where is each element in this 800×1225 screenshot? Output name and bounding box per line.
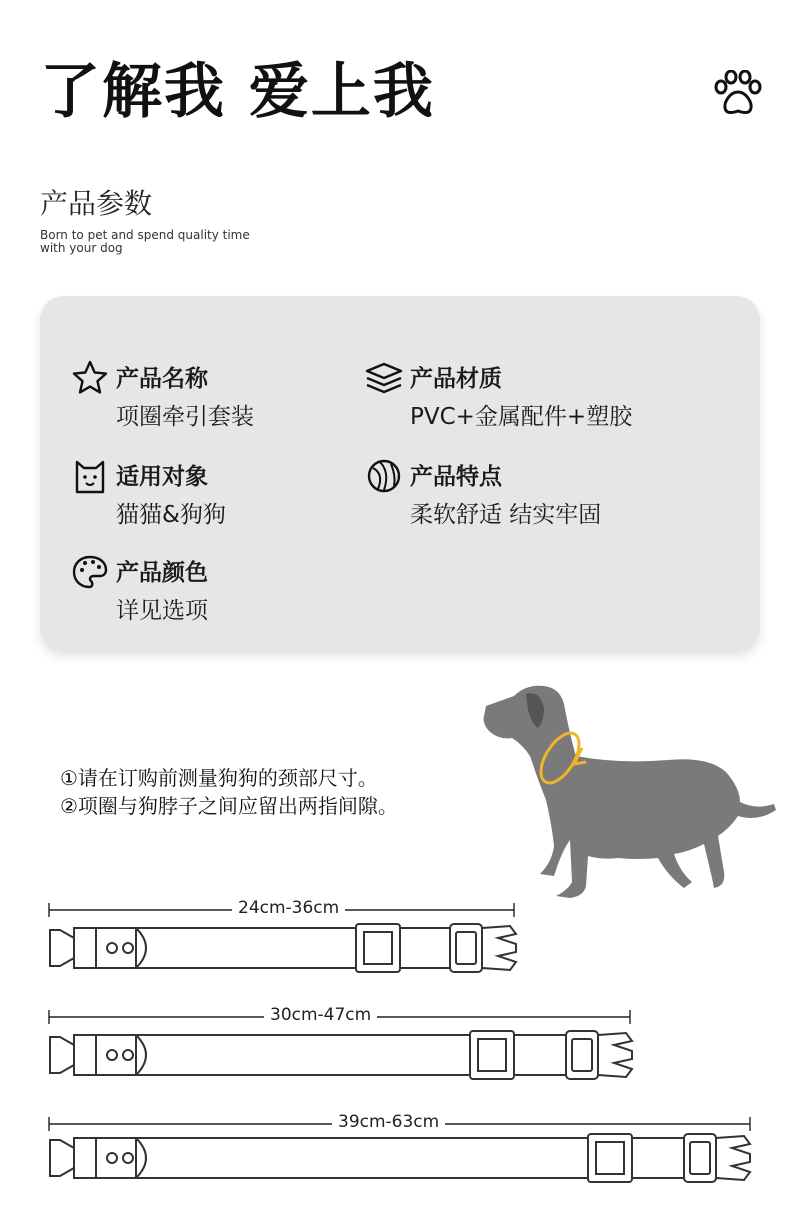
section-subtitle-line2: with your dog xyxy=(40,241,123,255)
spec-label: 适用对象 xyxy=(116,464,208,490)
collar-size-medium xyxy=(40,1003,760,1083)
yarn-ball-icon xyxy=(364,456,404,496)
dog-illustration xyxy=(478,676,780,904)
spec-value: 详见选项 xyxy=(116,598,208,624)
palette-icon xyxy=(70,552,110,592)
paw-icon xyxy=(712,70,764,118)
section-subtitle-line1: Born to pet and spend quality time xyxy=(40,228,250,242)
size-label: 24cm-36cm xyxy=(232,898,345,918)
section-title: 产品参数 xyxy=(40,187,153,220)
section-subtitle xyxy=(40,229,280,255)
spec-value: 项圈牵引套装 xyxy=(116,404,254,430)
note-measure: ①请在订购前测量狗狗的颈部尺寸。 xyxy=(60,766,378,790)
page-title: 了解我 爱上我 xyxy=(40,57,435,127)
spec-label: 产品特点 xyxy=(410,464,502,490)
star-icon xyxy=(70,358,110,398)
collar-diagram xyxy=(40,896,760,976)
spec-value: 猫猫&狗狗 xyxy=(116,502,226,528)
size-label: 39cm-63cm xyxy=(332,1112,445,1132)
spec-label: 产品材质 xyxy=(410,366,502,392)
collar-size-small xyxy=(40,896,760,976)
note-gap: ②项圈与狗脖子之间应留出两指间隙。 xyxy=(60,794,398,818)
collar-size-large xyxy=(40,1110,760,1190)
spec-value: PVC+金属配件+塑胶 xyxy=(410,404,633,430)
spec-card xyxy=(40,296,760,650)
size-label: 30cm-47cm xyxy=(264,1005,377,1025)
layers-icon xyxy=(364,358,404,398)
cat-face-icon xyxy=(70,456,110,496)
spec-value: 柔软舒适 结实牢固 xyxy=(410,502,602,528)
spec-label: 产品颜色 xyxy=(116,560,208,586)
spec-label: 产品名称 xyxy=(116,366,208,392)
collar-diagram xyxy=(40,1003,760,1083)
